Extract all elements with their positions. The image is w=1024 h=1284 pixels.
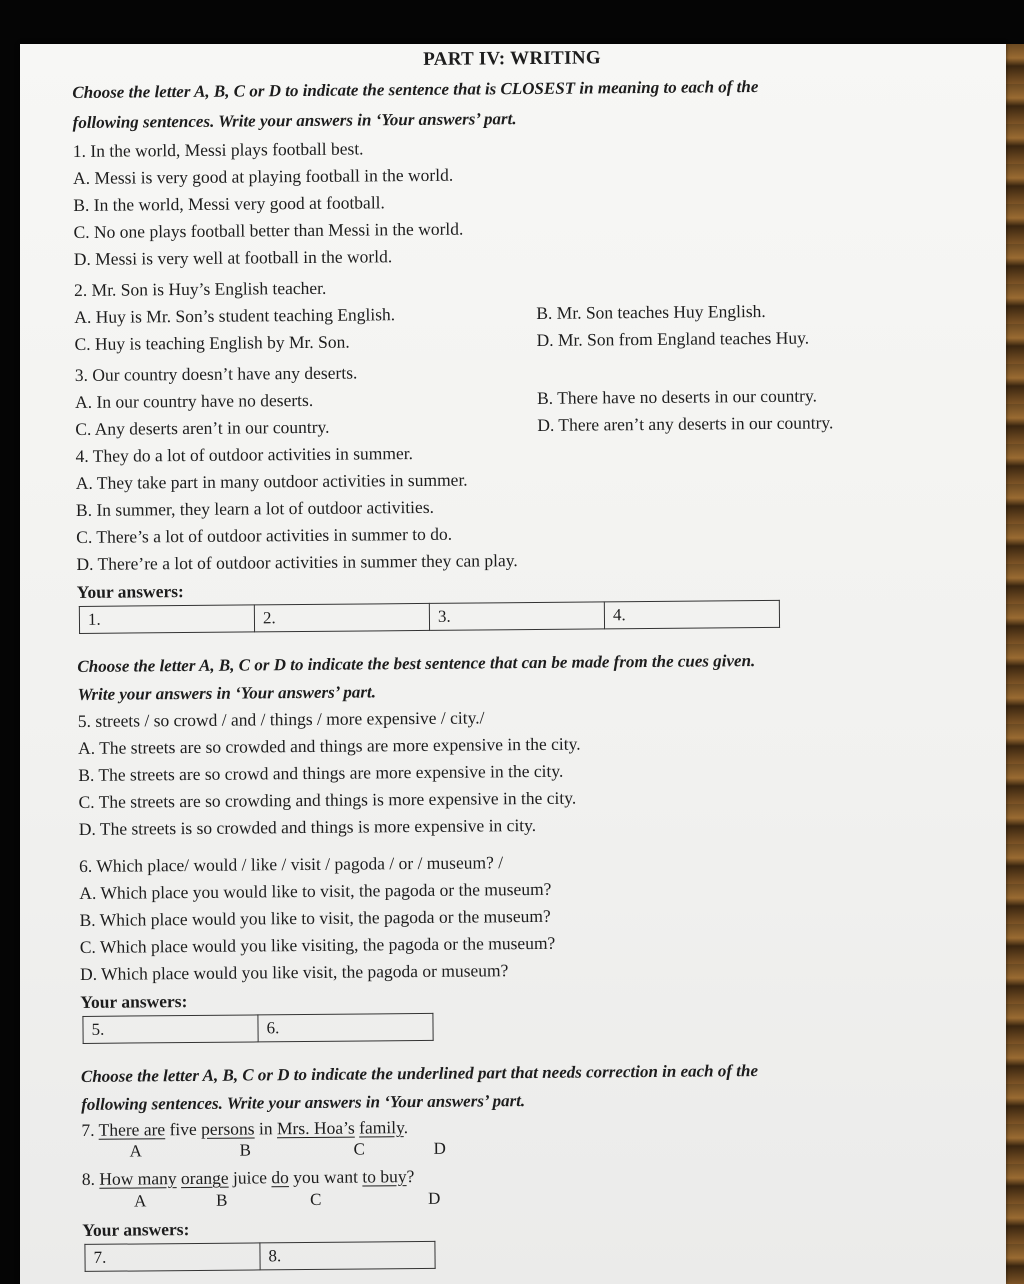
q5-stem: 5. streets / so crowd / and / things / more expensive / city./: [77, 707, 485, 731]
q5-option-b: B. The streets are so crowd and things are more expensive in the city.: [78, 760, 564, 785]
section2-answer-table: [82, 1013, 433, 1044]
q2-stem: 2. Mr. Son is Huy’s English teacher.: [73, 277, 327, 300]
q8-letter-c: C: [309, 1189, 322, 1209]
q7-part-d: family: [359, 1117, 404, 1138]
q8-letter-a: A: [133, 1191, 147, 1211]
q2-option-a: A. Huy is Mr. Son’s student teaching English.: [74, 304, 396, 327]
section2-instruction-2: Write your answers in ‘Your answers’ part.: [77, 682, 377, 704]
q8-letter-b: B: [215, 1190, 228, 1210]
q8-text-3: you want: [288, 1166, 363, 1188]
answer-box-8[interactable]: 8.: [260, 1241, 435, 1270]
section3-answers-label: Your answers:: [82, 1219, 190, 1240]
q5-option-a: A. The streets are so crowded and things are more expensive in the city.: [77, 733, 581, 758]
q3-option-a: A. In our country have no deserts.: [74, 389, 314, 412]
q3-option-c: C. Any deserts aren’t in our country.: [75, 416, 330, 439]
q6-option-d: D. Which place would you like visit, the pagoda or museum?: [79, 960, 509, 984]
q6-option-c: C. Which place would you like visiting, the pagoda or the museum?: [79, 932, 556, 957]
q7-part-c: Mrs. Hoa’s: [276, 1117, 355, 1139]
q8-text-2: juice: [228, 1167, 272, 1188]
q7-text-1: five: [165, 1118, 202, 1140]
q3-option-b: B. There have no deserts in our country.: [536, 385, 818, 408]
section3-instruction-1: Choose the letter A, B, C or D to indicate the underlined part that needs correction in each of the: [80, 1061, 759, 1086]
q3-option-d: D. There aren’t any deserts in our country.: [537, 412, 834, 435]
section2-instruction-1: Choose the letter A, B, C or D to indicate the best sentence that can be made from the cues given.: [77, 651, 756, 676]
q2-option-c: C. Huy is teaching English by Mr. Son.: [74, 331, 350, 354]
q7-number: 7.: [81, 1119, 95, 1140]
q7-text-4: .: [403, 1117, 409, 1138]
q7-letter-d: D: [433, 1138, 446, 1158]
answer-box-5[interactable]: 5.: [83, 1015, 258, 1044]
q2-option-d: D. Mr. Son from England teaches Huy.: [536, 327, 810, 350]
q8-letter-d: D: [427, 1188, 441, 1208]
q6-option-a: A. Which place you would like to visit, the pagoda or the museum?: [79, 878, 552, 903]
q1-stem: 1. In the world, Messi plays football best.: [72, 138, 364, 161]
q4-option-d: D. There’re a lot of outdoor activities in summer they can play.: [76, 550, 518, 574]
answer-box-4[interactable]: 4.: [604, 600, 779, 629]
q8-text-4: ?: [406, 1166, 415, 1187]
worksheet-page: [20, 44, 1006, 1284]
answer-box-3[interactable]: 3.: [429, 602, 604, 631]
q7-letter-b: B: [239, 1140, 252, 1160]
q4-option-a: A. They take part in many outdoor activities in summer.: [75, 469, 468, 493]
q5-option-d: D. The streets is so crowded and things is more expensive in city.: [78, 814, 537, 839]
section1-instruction-1: Choose the letter A, B, C or D to indicate the sentence that is CLOSEST in meaning to each of the: [72, 77, 759, 102]
answer-box-2[interactable]: 2.: [254, 603, 429, 632]
q6-option-b: B. Which place would you like to visit, the pagoda or the museum?: [79, 905, 551, 930]
section1-instruction-2: following sentences. Write your answers in ‘Your answers’ part.: [72, 109, 517, 132]
q8-number: 8.: [81, 1168, 96, 1189]
q6-stem: 6. Which place/ would / like / visit / pagoda / or / museum? /: [79, 852, 504, 876]
q7-letter-c: C: [353, 1139, 366, 1159]
q1-option-a: A. Messi is very good at playing football in the world.: [73, 164, 454, 188]
section2-answers-label: Your answers:: [80, 991, 188, 1012]
q8-part-c: do: [271, 1167, 289, 1188]
answer-box-1[interactable]: 1.: [79, 605, 254, 634]
q8-part-d: to buy: [362, 1166, 407, 1187]
q4-option-b: B. In summer, they learn a lot of outdoor activities.: [75, 496, 435, 520]
q4-stem: 4. They do a lot of outdoor activities in summer.: [75, 443, 414, 466]
q1-option-c: C. No one plays football better than Messi in the world.: [73, 218, 464, 242]
answer-box-6[interactable]: 6.: [258, 1013, 433, 1042]
q1-option-d: D. Messi is very well at football in the world.: [73, 246, 393, 269]
section1-answers-label: Your answers:: [76, 581, 184, 602]
q2-option-b: B. Mr. Son teaches Huy English.: [536, 300, 766, 323]
q8-part-a: How many: [99, 1168, 177, 1189]
q1-option-b: B. In the world, Messi very good at football.: [73, 192, 385, 215]
q5-option-c: C. The streets are so crowding and things is more expensive in the city.: [78, 787, 577, 812]
answer-box-7[interactable]: 7.: [85, 1243, 260, 1272]
section3-instruction-2: following sentences. Write your answers in ‘Your answers’ part.: [81, 1091, 526, 1114]
q7-part-b: persons: [201, 1118, 255, 1139]
q7-letter-a: A: [129, 1141, 142, 1161]
worksheet-content: [72, 44, 943, 1271]
q3-stem: 3. Our country doesn’t have any deserts.: [74, 362, 358, 385]
page-title: PART IV: WRITING: [423, 47, 601, 70]
q7-part-a: There are: [98, 1119, 166, 1140]
q8-part-b: orange: [180, 1167, 229, 1189]
q4-option-c: C. There’s a lot of outdoor activities in summer to do.: [76, 523, 453, 547]
section3-answer-table: [84, 1241, 435, 1272]
q7-text-2: in: [254, 1118, 278, 1139]
